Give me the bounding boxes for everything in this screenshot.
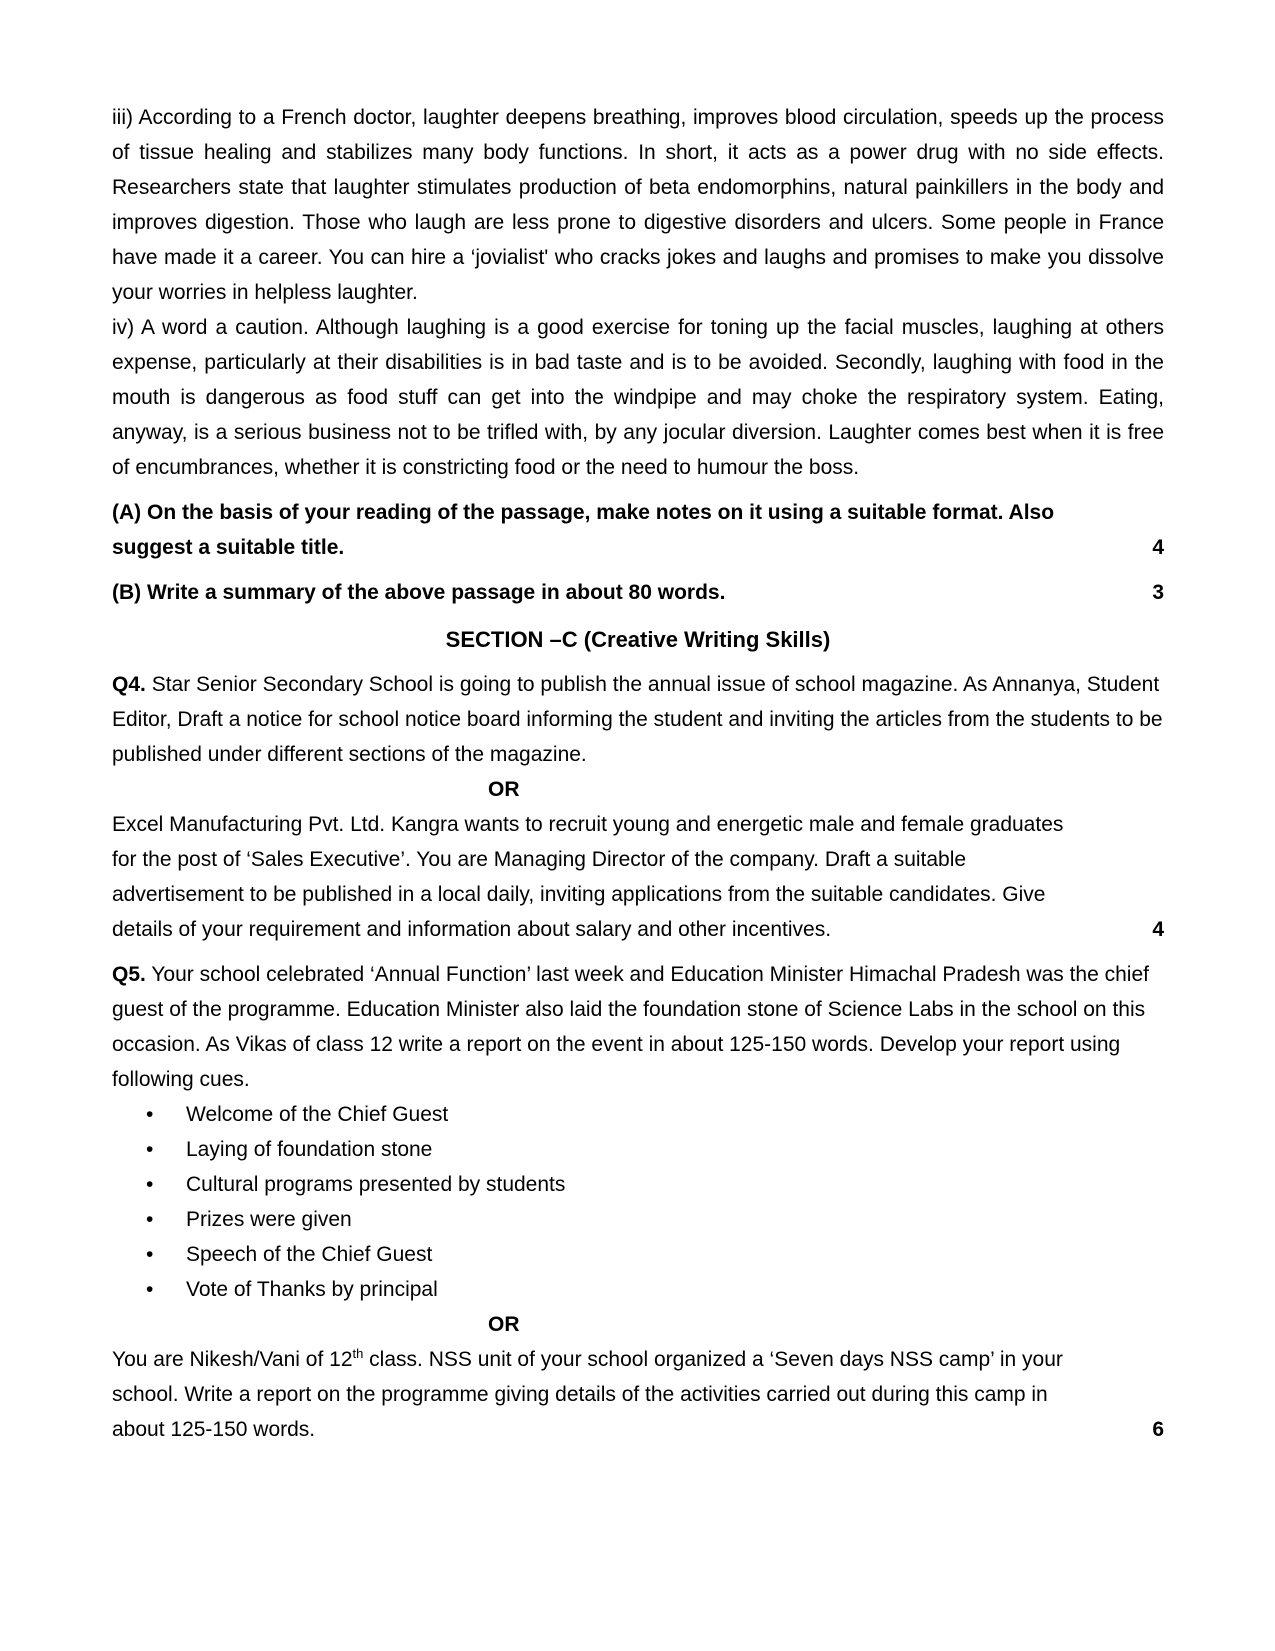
list-item: • Laying of foundation stone <box>186 1132 1164 1167</box>
q5-alt-sup: th <box>352 1346 364 1361</box>
q4-text: Star Senior Secondary School is going to publish the annual issue of school magazine. As Annanya, Student Editor, Draft a notice for school notice board informing the student and inviting the articles from the students to be published under different sections of the magazine. <box>112 673 1163 766</box>
bullet-icon: • <box>146 1173 154 1196</box>
q4-marks: 4 <box>1152 918 1164 941</box>
bullet-icon: • <box>146 1278 154 1301</box>
task-b <box>112 575 1164 610</box>
q4-alt-line-1: Excel Manufacturing Pvt. Ltd. Kangra wants to recruit young and energetic male and female graduates <box>112 813 1064 836</box>
q4-question <box>112 667 1164 772</box>
task-a-line-1: (A) On the basis of your reading of the passage, make notes on it using a suitable format. Also <box>112 501 1055 524</box>
bullet-icon: • <box>146 1103 154 1126</box>
bullet-icon: • <box>146 1208 154 1231</box>
list-item: • Cultural programs presented by students <box>186 1167 1164 1202</box>
bullet-icon: • <box>146 1138 154 1161</box>
task-a-line-2-text: suggest a suitable title. <box>112 536 345 559</box>
q5-alternative <box>112 1342 1164 1447</box>
task-a-line-2 <box>112 530 1164 565</box>
q5-alt-line-1 <box>112 1342 1164 1377</box>
q5-marks: 6 <box>1152 1418 1164 1441</box>
q5-cues-list <box>112 1097 1164 1307</box>
list-item: • Speech of the Chief Guest <box>186 1237 1164 1272</box>
q4-alt-line-2: for the post of ‘Sales Executive’. You are Managing Director of the company. Draft a suitable <box>112 848 967 871</box>
q4-alt-line-4 <box>112 912 1164 947</box>
q5-or: OR <box>488 1313 520 1336</box>
q4-alt-line-3: advertisement to be published in a local daily, inviting applications from the suitable candidates. Give <box>112 883 1046 906</box>
task-a-marks: 4 <box>1152 536 1164 559</box>
q4-or: OR <box>488 778 520 801</box>
list-item: • Prizes were given <box>186 1202 1164 1237</box>
q5-text: Your school celebrated ‘Annual Function’ last week and Education Minister Himachal Pradesh was the chief guest of the programme. Education Minister also laid the foundation stone of Science Labs in the school on this occasion. As Vikas of class 12 write a report on the event in about 125-150 words. Develop your report using following cues. <box>112 963 1149 1091</box>
list-item: • Vote of Thanks by principal <box>186 1272 1164 1307</box>
q5-alt-post: class. NSS unit of your school organized a ‘Seven days NSS camp’ in your <box>363 1348 1063 1371</box>
bullet-icon: • <box>146 1243 154 1266</box>
q5-alt-line-3 <box>112 1412 1164 1447</box>
q5-question <box>112 957 1164 1097</box>
document-page <box>112 100 1164 1447</box>
list-item: • Welcome of the Chief Guest <box>186 1097 1164 1132</box>
q4-label: Q4. <box>112 673 146 696</box>
passage-paragraph-iv: iv) A word a caution. Although laughing is a good exercise for toning up the facial muscles, laughing at others expense, particularly at their disabilities is in bad taste and is to be avoided. Secondly, laughing with food in the mouth is dangerous as food stuff can get into the windpipe and may choke the respiratory system. Eating, anyway, is a serious business not to be trifled with, by any jocular diversion. Laughter comes best when it is free of encumbrances, whether it is constricting food or the need to humour the boss. <box>112 316 1164 479</box>
q4-alternative <box>112 807 1164 947</box>
task-a <box>112 495 1164 565</box>
q5-alt-line-2: school. Write a report on the programme giving details of the activities carried out during this camp in <box>112 1383 1048 1406</box>
q5-alt-line-3-text: about 125-150 words. <box>112 1418 316 1441</box>
q5-label: Q5. <box>112 963 146 986</box>
task-b-marks: 3 <box>1152 581 1164 604</box>
task-b-text: (B) Write a summary of the above passage in about 80 words. <box>112 581 726 604</box>
section-c-heading: SECTION –C (Creative Writing Skills) <box>445 627 831 652</box>
task-b-line <box>112 575 1164 610</box>
passage-paragraph-iii: iii) According to a French doctor, laughter deepens breathing, improves blood circulation, speeds up the process of tissue healing and stabilizes many body functions. In short, it acts as a power drug with no side effects. Researchers state that laughter stimulates production of beta endomorphins, natural painkillers in the body and improves digestion. Those who laugh are less prone to digestive disorders and ulcers. Some people in France have made it a career. You can hire a ‘jovialist' who cracks jokes and laughs and promises to make you dissolve your worries in helpless laughter. <box>112 106 1164 304</box>
q5-alt-pre: You are Nikesh/Vani of 12 <box>112 1348 353 1371</box>
q4-alt-line-4-text: details of your requirement and information about salary and other incentives. <box>112 918 832 941</box>
